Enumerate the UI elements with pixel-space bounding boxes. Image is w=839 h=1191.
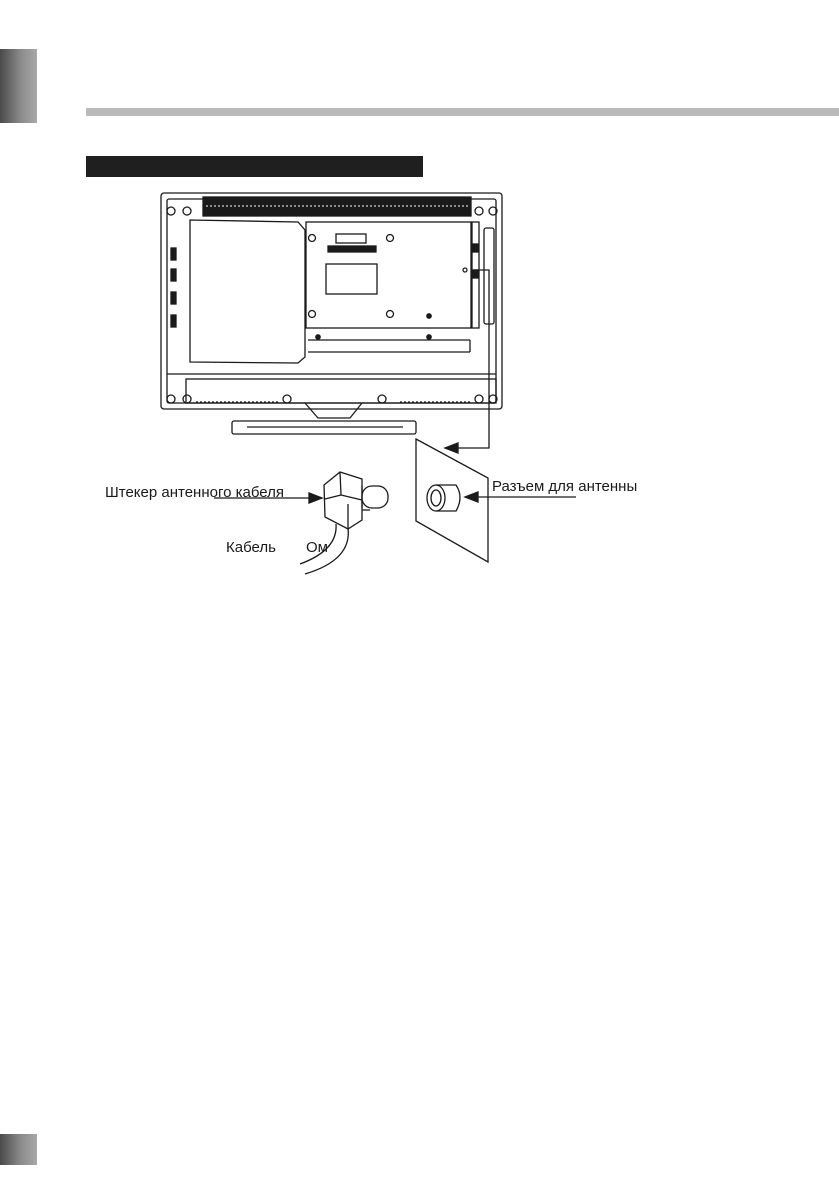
- label-ohm: Ом: [306, 539, 328, 556]
- label-antenna-jack: Разъем для антенны: [492, 478, 638, 495]
- leader-line: [445, 270, 489, 453]
- label-cable: Кабель: [226, 539, 276, 556]
- antenna-jack-panel: [416, 439, 576, 562]
- label-antenna-plug: Штекер антенного кабеля: [105, 484, 284, 501]
- side-tab-bottom: [0, 1134, 37, 1165]
- tv-back-panel: [161, 193, 502, 434]
